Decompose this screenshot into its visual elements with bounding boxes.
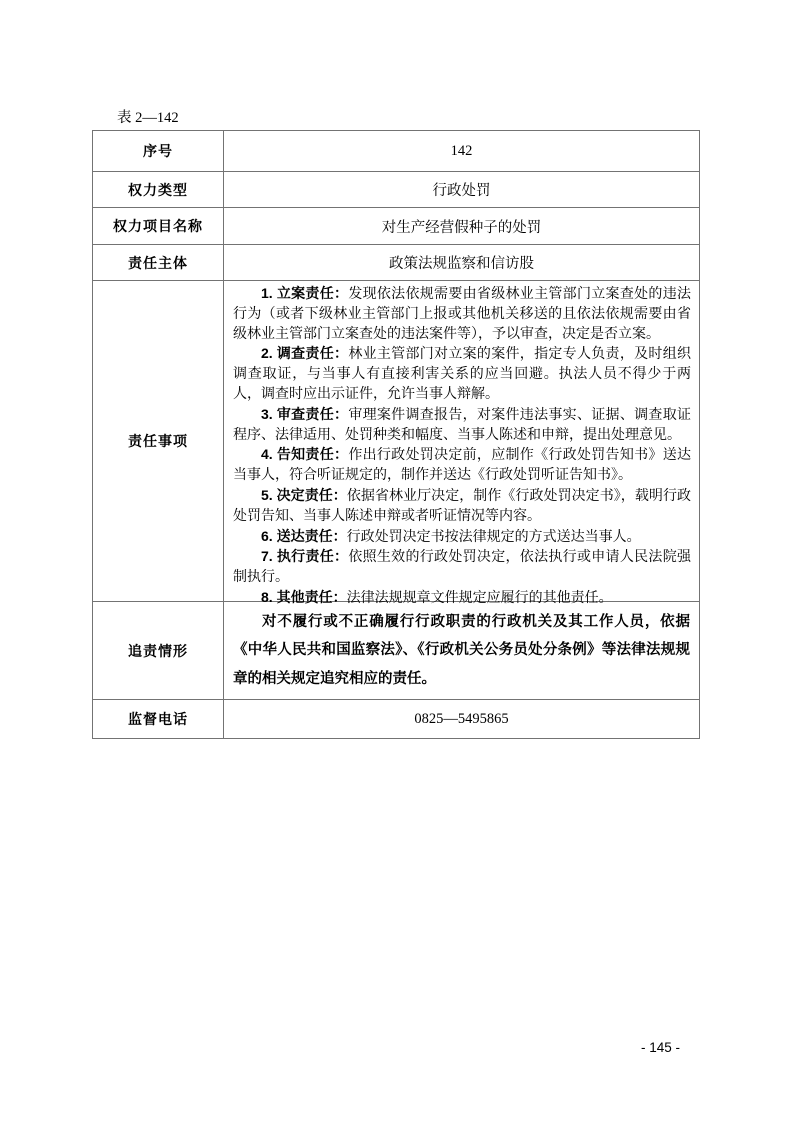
power-type-value: 行政处罚 (432, 183, 491, 199)
power-type-label: 权力类型 (93, 172, 224, 207)
duty-item-3-title: 3. 审查责任： (261, 405, 349, 422)
duty-item-5 (233, 486, 691, 527)
accountability-text: 对不履行或不正确履行行政职责的行政机关及其工作人员，依据《中华人民共和国监察法》、《行政机关公务员处分条例》等法律法规规章的相关规定追究相应的责任。 (233, 613, 690, 687)
serial-number-label: 序号 (93, 131, 224, 171)
accountability-content (224, 602, 699, 699)
duty-item-8-title: 8. 其他责任： (261, 588, 347, 605)
duty-item-5-title: 5. 决定责任： (261, 486, 347, 503)
accountability-label: 追责情形 (93, 602, 224, 699)
table-row-responsible-entity (93, 244, 699, 280)
power-item-name-value: 对生产经营假种子的处罚 (381, 219, 542, 236)
duty-item-2-title: 2. 调查责任： (261, 345, 349, 362)
duty-item-8-text: 法律法规规章文件规定应履行的其他责任。 (346, 590, 613, 606)
page-number: - 145 - (641, 1040, 681, 1055)
table-caption: 表 2—142 (117, 110, 179, 126)
table-row-power-item-name (93, 207, 699, 244)
duty-item-7-title: 7. 执行责任： (261, 548, 349, 565)
duty-item-5-text: 依据省林业厅决定，制作《行政处罚决定书》，载明行政处罚告知、当事人陈述申辩或者听证情况等内容。 (233, 488, 691, 524)
power-item-name-label: 权力项目名称 (93, 208, 224, 244)
table-row-power-type (93, 171, 699, 207)
duty-item-4 (233, 445, 691, 486)
table-row-serial-number (93, 131, 699, 171)
duty-item-3 (233, 405, 691, 446)
duty-item-4-text: 作出行政处罚决定前，应制作《行政处罚告知书》送达当事人，符合听证规定的，制作并送达《行政处罚听证告知书》。 (233, 448, 691, 484)
responsibility-table (92, 130, 700, 739)
responsible-entity-value: 政策法规监察和信访股 (389, 256, 534, 272)
serial-number-value: 142 (450, 142, 473, 159)
duty-item-6 (233, 527, 691, 548)
duty-item-3-text: 审理案件调查报告，对案件违法事实、证据、调查取证程序、法律适用、处罚种类和幅度、当事人陈述和申辩，提出处理意见。 (233, 407, 691, 443)
duty-item-6-title: 6. 送达责任： (261, 527, 347, 544)
supervision-phone-value: 0825—5495865 (414, 710, 509, 727)
duty-item-1 (233, 284, 691, 344)
duty-item-2 (233, 344, 691, 404)
responsible-entity-label: 责任主体 (93, 245, 224, 280)
duty-items-label: 责任事项 (93, 281, 224, 601)
duty-item-6-text: 行政处罚决定书按法律规定的方式送达当事人。 (346, 529, 641, 545)
duty-items-content (224, 281, 699, 606)
duty-item-2-text: 林业主管部门对立案的案件，指定专人负责，及时组织调查取证，与当事人有直接利害关系的应当回避。执法人员不得少于两人，调查时应出示证件，允许当事人辩解。 (233, 347, 691, 402)
duty-item-1-title: 1. 立案责任： (261, 285, 349, 301)
duty-item-7-text: 依照生效的行政处罚决定，依法执行或申请人民法院强制执行。 (233, 550, 691, 586)
table-row-duty-items (93, 280, 699, 606)
duty-item-4-title: 4. 告知责任： (261, 446, 349, 463)
duty-item-1-text: 发现依法依规需要由省级林业主管部门立案查处的违法行为（或者下级林业主管部门上报或其他机关移送的且依法依规需要由省级林业主管部门立案查处的违法案件等），予以审查，决定是否立案。 (233, 287, 691, 342)
table-row-accountability (93, 601, 699, 699)
duty-item-7 (233, 547, 691, 588)
supervision-phone-label: 监督电话 (93, 700, 224, 738)
table-row-supervision-phone (93, 699, 699, 738)
